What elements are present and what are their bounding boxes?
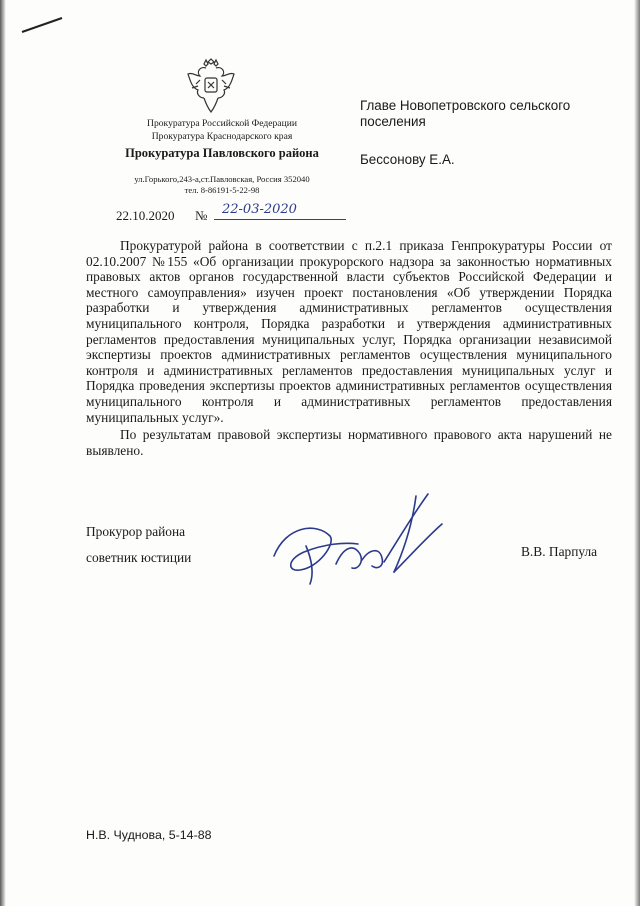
sender-address: ул.Горького,243-а,ст.Павловская, Россия 352040	[134, 174, 310, 184]
outgoing-number-label: №	[195, 208, 208, 223]
corner-pen-mark	[20, 14, 66, 38]
handwritten-signature	[266, 486, 446, 586]
sender-block	[110, 118, 334, 195]
outgoing-date: 22.10.2020	[116, 208, 175, 223]
letter-body	[86, 238, 612, 458]
sender-line-1: Прокуратура Российской Федерации	[147, 118, 297, 129]
sender-line-2: Прокуратура Краснодарского края	[151, 130, 293, 142]
outgoing-number-handwritten: 22-03-2020	[214, 201, 346, 220]
executor-contact: Н.В. Чуднова, 5-14-88	[86, 828, 212, 842]
signer-rank: советник юстиции	[86, 550, 192, 565]
sender-phone: тел. 8-86191-5-22-98	[184, 184, 260, 195]
body-paragraph-1: Прокуратурой района в соответствии с п.2.1 приказа Генпрокуратуры России от 02.10.2007 №155 «Об организации прокурорского надзора за законностью нормативных правовых актов органов государственной власти субъектов Российской Федерации и местного самоуправления» изучен проект постановления «Об утверждении Порядка разработки и утверждения административных регламентов осуществления муниципального контроля, Порядка разработки и утверждения административных регламентов предоставления муниципальных услуг, Порядка организации независимой экспертизы проектов административных регламентов осуществления муниципального контроля и административных регламентов предоставления муниципальных услуг и Порядка проведения экспертизы проектов административных регламентов осуществления муниципального контроля и административных регламентов предоставления муниципальных услуг».	[86, 238, 612, 425]
scan-edge-left	[0, 0, 6, 906]
coat-of-arms-icon	[186, 58, 236, 116]
signer-position: Прокурор района	[86, 524, 186, 539]
body-paragraph-2: По результатам правовой экспертизы нормативного правового акта нарушений не выявлено.	[86, 427, 612, 458]
addressee-line-2: поселения	[360, 114, 426, 129]
scan-edge-right	[634, 0, 640, 906]
addressee-block	[360, 98, 610, 168]
addressee-name: Бессонову Е.А.	[360, 152, 455, 167]
addressee-line-1: Главе Новопетровского сельского	[360, 98, 571, 113]
sender-office-title: Прокуратура Павловского района	[125, 146, 319, 160]
signer-name: В.В. Парпула	[521, 544, 598, 559]
